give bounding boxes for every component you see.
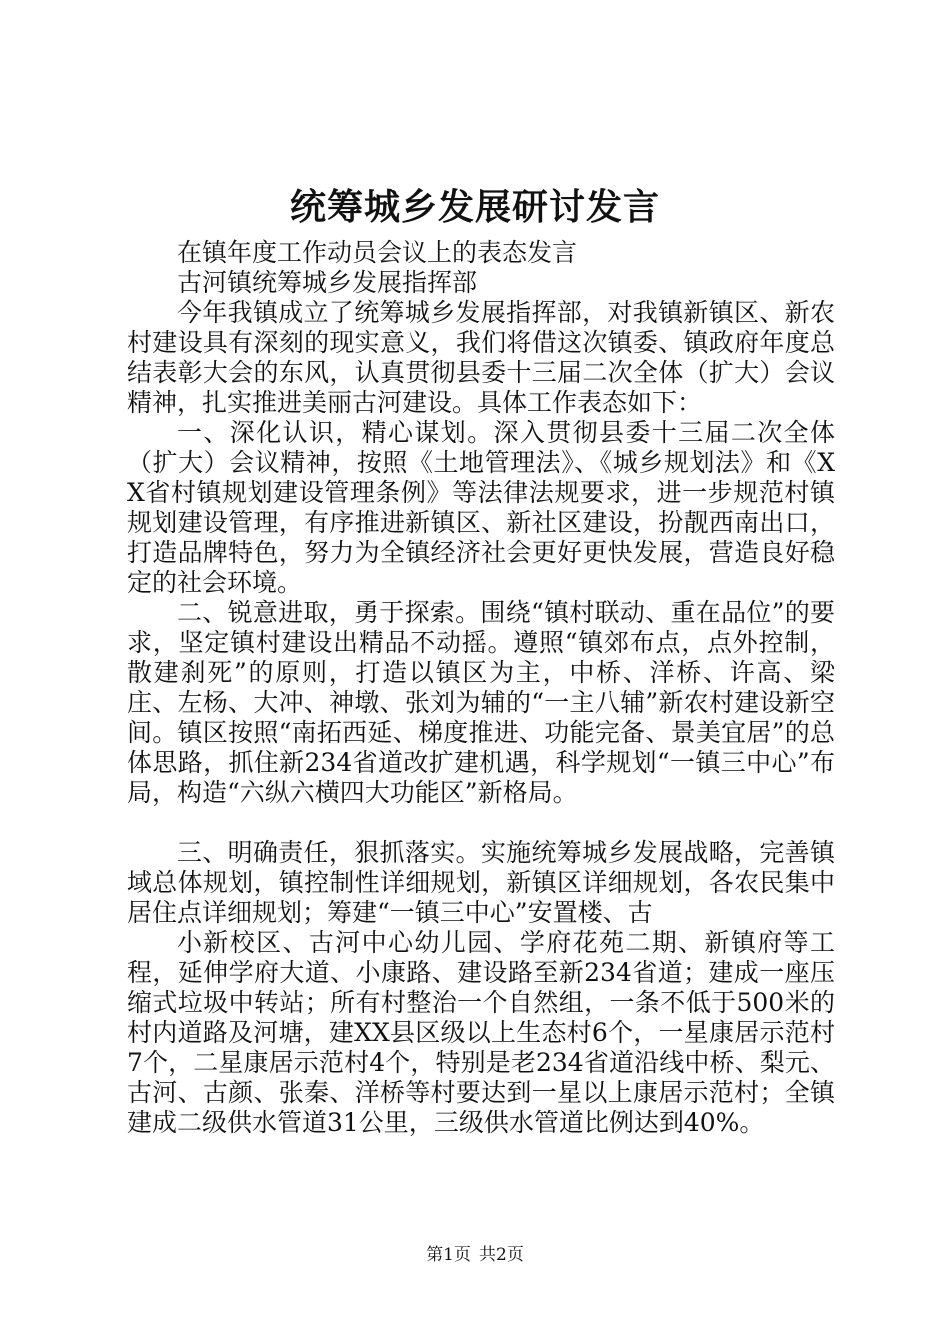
page-footer bbox=[0, 1244, 950, 1266]
page-number-total: 共2页 bbox=[479, 1245, 524, 1265]
body-paragraph-intro: 今年我镇成立了统筹城乡发展指挥部，对我镇新镇区、新农村建设具有深刻的现实意义，我们将借这次镇委、镇政府年度总结表彰大会的东风，认真贯彻县委十三届二次全体（扩大）会议精神，扎实推进美丽古河建设。具体工作表态如下： bbox=[127, 298, 835, 417]
body-paragraph-section-3: 三、明确责任，狠抓落实。实施统筹城乡发展战略，完善镇域总体规划，镇控制性详细规划，新镇区详细规划，各农民集中居住点详细规划；筹建“一镇三中心”安置楼、古 bbox=[127, 838, 835, 927]
body-paragraph-continuation: 小新校区、古河中心幼儿园、学府花苑二期、新镇府等工程，延伸学府大道、小康路、建设路至新234省道；建成一座压缩式垃圾中转站；所有村整治一个自然组，一条不低于500米的村内道路及河塘，建XX县区级以上生态村6个，一星康居示范村7个，二星康居示范村4个，特别是老234省道沿线中桥、梨元、古河、古颜、张秦、洋桥等村要达到一星以上康居示范村；全镇建成二级供水管道31公里，三级供水管道比例达到40%。 bbox=[127, 928, 835, 1137]
author-line: 古河镇统筹城乡发展指挥部 bbox=[177, 268, 478, 297]
subtitle-line: 在镇年度工作动员会议上的表态发言 bbox=[177, 238, 578, 267]
page-title: 统筹城乡发展研讨发言 bbox=[289, 186, 660, 228]
body-paragraph-section-1: 一、深化认识，精心谋划。深入贯彻县委十三届二次全体（扩大）会议精神，按照《土地管理法》、《城乡规划法》和《XX省村镇规划建设管理条例》等法律法规要求，进一步规范村镇规划建设管理，有序推进新镇区、新社区建设，扮靓西南出口，打造品牌特色，努力为全镇经济社会更好更快发展，营造良好稳定的社会环境。 bbox=[127, 418, 835, 597]
page-number-current: 第1页 bbox=[426, 1245, 471, 1265]
body-paragraph-section-2: 二、锐意进取，勇于探索。围绕“镇村联动、重在品位”的要求，坚定镇村建设出精品不动摇。遵照“镇郊布点，点外控制，散建刹死”的原则，打造以镇区为主，中桥、洋桥、许高、梁庄、左杨、大冲、神墩、张刘为辅的“一主八辅”新农村建设新空间。镇区按照“南拓西延、梯度推进、功能完备、景美宜居”的总体思路，抓住新234省道改扩建机遇，科学规划“一镇三中心”布局，构造“六纵六横四大功能区”新格局。 bbox=[127, 598, 835, 807]
document-body bbox=[127, 238, 835, 1138]
